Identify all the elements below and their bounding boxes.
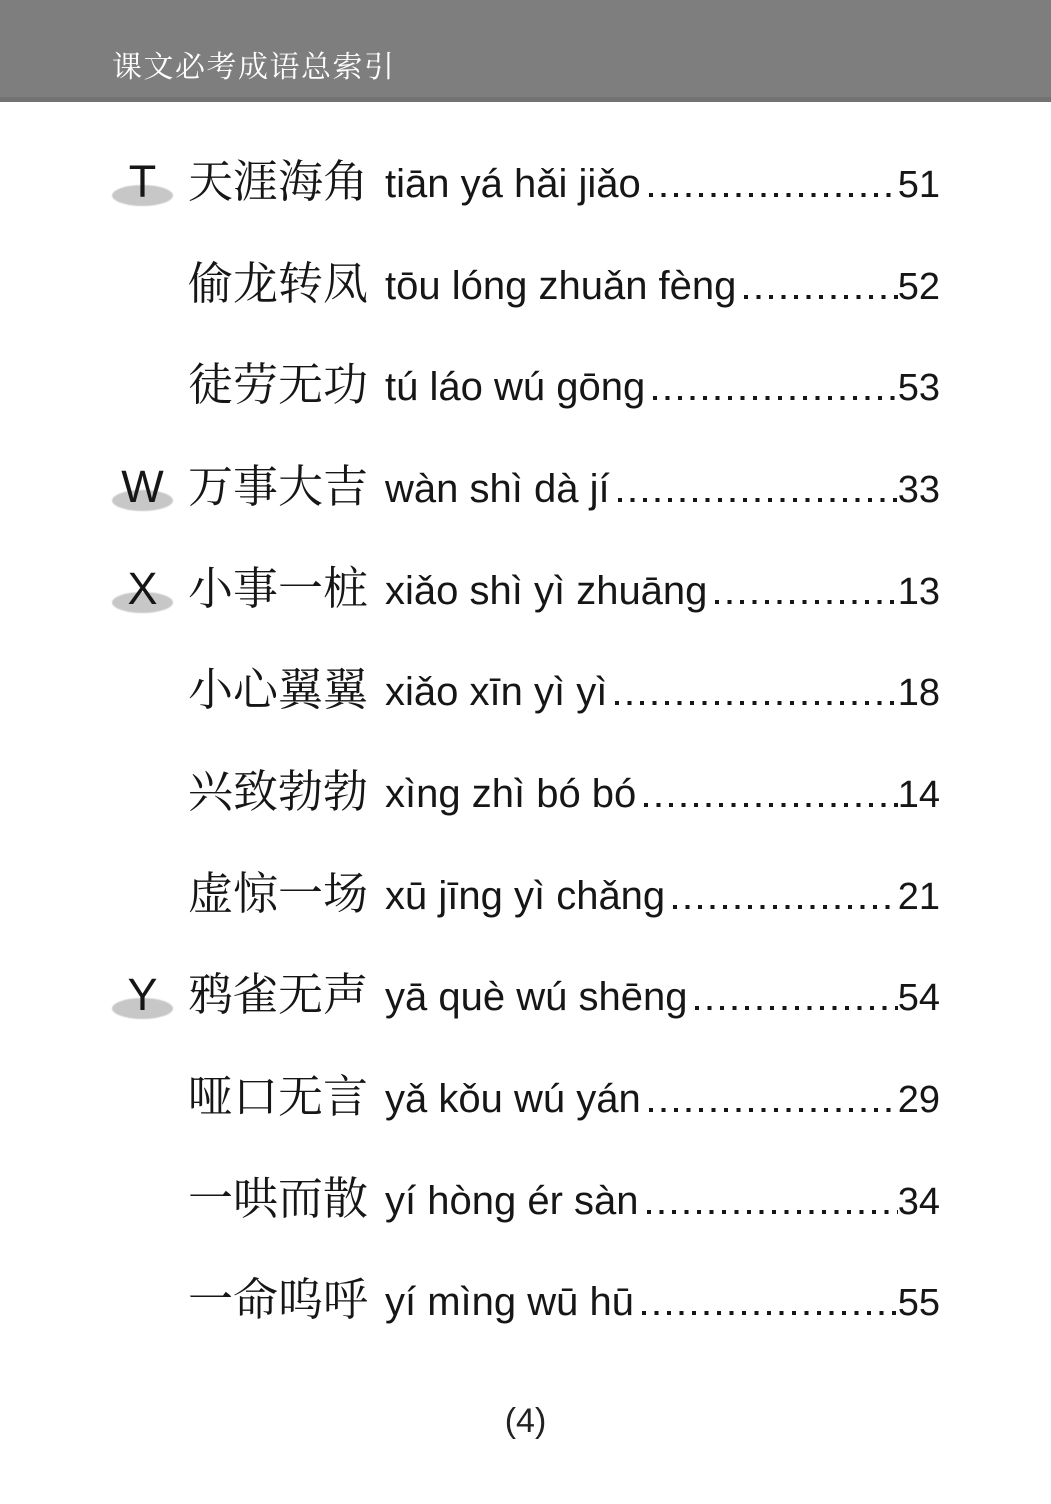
section-letter-marker xyxy=(112,794,188,812)
dot-leader xyxy=(744,295,897,299)
section-letter-marker xyxy=(112,1201,188,1219)
idiom-text: 小事一桩 xyxy=(188,562,369,614)
idiom-text: 一命呜呼 xyxy=(188,1274,369,1326)
index-entry-row xyxy=(112,234,940,336)
dot-leader xyxy=(642,1311,898,1315)
idiom-text: 虚惊一场 xyxy=(188,867,369,919)
page-number: (4) xyxy=(504,1402,547,1440)
dot-leader xyxy=(695,1006,897,1010)
pinyin-text: tiān yá hǎi jiǎo xyxy=(385,162,641,206)
pinyin-text: xiǎo shì yì zhuāng xyxy=(385,568,708,613)
entry-page-number: 21 xyxy=(897,875,940,918)
entry-page-number: 34 xyxy=(897,1180,940,1223)
header-title: 课文必考成语总索引 xyxy=(112,51,396,84)
entry-page-number: 29 xyxy=(897,1078,940,1121)
dot-leader xyxy=(649,193,898,197)
entry-page-number: 55 xyxy=(897,1282,940,1325)
pinyin-text: xiǎo xīn yì yì xyxy=(385,670,608,715)
dot-leader xyxy=(715,600,897,604)
section-letter-marker xyxy=(112,562,188,614)
section-letter-marker xyxy=(112,460,188,512)
section-letter-marker xyxy=(112,1099,188,1117)
page-footer xyxy=(0,1404,1051,1438)
dot-leader xyxy=(618,498,898,502)
index-entry-row xyxy=(112,1250,940,1352)
pinyin-text: wàn shì dà jí xyxy=(385,466,610,511)
section-letter: T xyxy=(128,156,157,207)
index-entry-row xyxy=(112,335,940,437)
pinyin-text: yí mìng wū hū xyxy=(385,1280,635,1325)
section-letter-marker xyxy=(112,286,188,304)
index-entry-row xyxy=(112,1047,940,1149)
entry-page-number: 33 xyxy=(897,468,940,511)
idiom-text: 偷龙转凤 xyxy=(188,257,369,309)
dot-leader xyxy=(647,1210,898,1214)
dot-leader xyxy=(615,701,897,705)
idiom-text: 一哄而散 xyxy=(188,1172,369,1224)
section-letter-marker xyxy=(112,1302,188,1320)
section-letter-marker xyxy=(112,896,188,914)
entry-page-number: 51 xyxy=(897,164,940,206)
idiom-text: 徒劳无功 xyxy=(188,359,369,411)
page-header-band xyxy=(0,0,1051,102)
idiom-index-list xyxy=(112,132,940,1352)
index-entry-row xyxy=(112,844,940,946)
pinyin-text: tú láo wú gōng xyxy=(385,365,646,410)
idiom-text: 鸦雀无声 xyxy=(188,969,369,1021)
entry-page-number: 18 xyxy=(897,672,940,715)
section-letter-marker xyxy=(112,387,188,405)
index-entry-row xyxy=(112,437,940,539)
index-entry-row xyxy=(112,640,940,742)
pinyin-text: yí hòng ér sàn xyxy=(385,1178,639,1223)
section-letter-marker xyxy=(112,156,188,207)
entry-page-number: 54 xyxy=(897,977,940,1020)
entry-page-number: 13 xyxy=(897,570,940,613)
idiom-text: 天涯海角 xyxy=(188,156,369,207)
section-letter: W xyxy=(121,460,164,512)
section-letter: Y xyxy=(127,969,158,1021)
dot-leader xyxy=(649,1108,898,1112)
dot-leader xyxy=(653,396,898,400)
index-entry-row xyxy=(112,1149,940,1251)
idiom-text: 哑口无言 xyxy=(188,1070,369,1122)
pinyin-text: xìng zhì bó bó xyxy=(385,771,637,816)
entry-page-number: 14 xyxy=(897,773,940,816)
index-entry-row xyxy=(112,945,940,1047)
entry-page-number: 52 xyxy=(897,265,940,308)
pinyin-text: yǎ kǒu wú yán xyxy=(385,1076,641,1121)
index-entry-row xyxy=(112,539,940,641)
pinyin-text: tōu lóng zhuǎn fèng xyxy=(385,263,737,308)
index-entry-row xyxy=(112,132,940,234)
entry-page-number: 53 xyxy=(897,367,940,410)
section-letter-marker xyxy=(112,969,188,1021)
index-entry-row xyxy=(112,742,940,844)
pinyin-text: xū jīng yì chǎng xyxy=(385,873,666,918)
pinyin-text: yā què wú shēng xyxy=(385,975,688,1020)
dot-leader xyxy=(644,803,897,807)
section-letter-marker xyxy=(112,692,188,710)
idiom-text: 兴致勃勃 xyxy=(188,765,369,817)
dot-leader xyxy=(673,905,898,909)
section-letter: X xyxy=(127,562,158,614)
idiom-text: 小心翼翼 xyxy=(188,664,369,716)
idiom-text: 万事大吉 xyxy=(188,460,369,512)
